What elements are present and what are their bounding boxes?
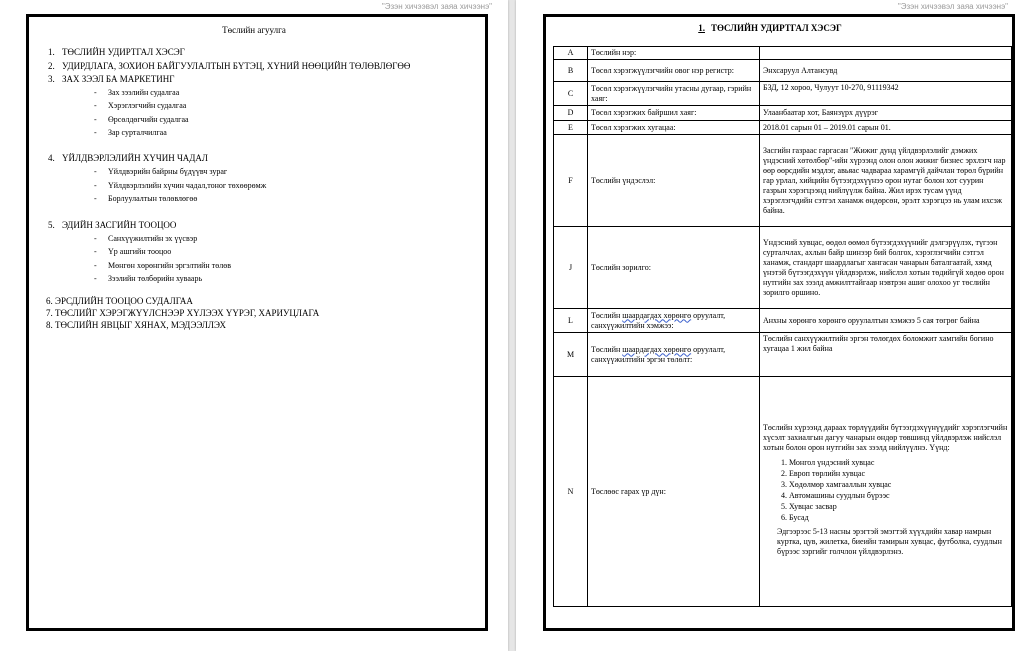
list-item: 1. Монгол үндэсний хувцас — [789, 457, 1008, 468]
table-row: L Төслийн шаардагдах хөрөнгө оруулалт, санхүүжилтийн хэмжээ: Анхны хөрөнгө хөрөнгө оруулалтын хэмжээ 5 сая төгрөг байна — [554, 309, 1012, 333]
toc-item-7: 7. ТӨСЛИЙГ ХЭРЭГЖҮҮЛСНЭЭР ХҮЛЭЭХ ҮҮРЭГ, ХАРИУЦЛАГА — [46, 308, 320, 318]
section-title: 1. ТӨСЛИЙН УДИРТГАЛ ХЭСЭГ — [698, 23, 842, 33]
toc-subitem: - Үйлдвэрийн байрны бүдүүвч зураг — [94, 167, 228, 176]
results-outro: Эдгээрээс 5-13 насны эрэгтэй эмэгтэй хүүхдийн хавар намрын куртка, цув, жилетка, биеийн тамирын хувцас, футболка, суудлын бүрээс зэргийг голчлон үйлдвэрлэнэ. — [777, 526, 1002, 556]
table-row: F Төслийн үндэслэл: Засгийн газраас гаргасан "Жижиг дунд үйлдвэрлэлийг дэмжих үндэсний хөтөлбөр"-ийн хүрээнд олон олон жижиг бизнес эрхлэгч нар өөр өөрсдийн мэдлэг, авьяас чадвараа харамгүй дайчлан төрөл бүрийн гар урлал, хийцийн бүтээгдэхүүнээ орон нутаг болон хот суурин газрын хэрэгцээнд нийлүүлж байна. Жил ирэх тусам үүнд хэрэглэгчдийн сэтгэл ханамж өндөрсөн, эрэлт хэрэгцээ нь улам ихсэж байна. — [554, 135, 1012, 227]
list-item: 3. Хөдөлмөр хамгааллын хувцас — [789, 479, 1008, 490]
toc-subitem: - Өрсөлдөгчийн судалгаа — [94, 115, 189, 124]
results-intro: Төслийн хүрээнд дараах төрлүүдийн бүтээгдэхүүнүүдийг хэрэглэгчийн хүсэлт захиалгын дагуу чанарын өндөр төвшинд үйлдвэрлэж нийслэл хотын болон орон нутгийн зах зээлд нийлүүлнэ. Үүнд: — [763, 422, 1008, 452]
toc-subitem: - Мөнгөн хөрөнгийн эргэлтийн төлөв — [94, 261, 231, 270]
header-note: "Эзэн хичээвэл заяа хичээнэ" — [897, 2, 1008, 11]
toc-subitem: - Хэрэглэгчийн судалгаа — [94, 101, 187, 110]
table-row: M Төслийн шаардагдах хөрөнгө оруулалт, санхүүжилтийн эргэн төлөлт: Төслийн санхүүжилтийн эргэн төлөгдөх боломжит хамгийн богино хугацаа 1 жил байна — [554, 333, 1012, 377]
toc-item-2: 2. УДИРДЛАГА, ЗОХИОН БАЙГУУЛАЛТЫН БҮТЭЦ, ХҮНИЙ НӨӨЦИЙН ТӨЛӨВЛӨГӨӨ — [48, 61, 411, 71]
table-row: B Төсөл хэрэгжүүлэгчийн овог нэр регистр: Энхсаруул Алтансувд — [554, 60, 1012, 82]
toc-subitem: - Санхүүжилтийн эх үүсвэр — [94, 234, 198, 243]
project-info-table — [553, 46, 1012, 607]
toc-subitem: - Зах зээлийн судалгаа — [94, 88, 180, 97]
toc-item-6: 6. ЭРСДЛИЙН ТООЦОО СУДАЛГАА — [46, 296, 193, 306]
results-list — [777, 457, 1008, 523]
page-1 — [0, 0, 508, 651]
page-2 — [516, 0, 1024, 651]
list-item: 2. Европ төрлийн хувцас — [789, 468, 1008, 479]
list-item: 6. Бусад — [789, 512, 1008, 523]
toc-item-5: 5. ЭДИЙН ЗАСГИЙН ТООЦОО — [48, 220, 177, 230]
table-row: N Төслөөс гарах үр дүн: Төслийн хүрээнд дараах төрлүүдийн бүтээгдэхүүнүүдийг хэрэглэгчийн хүсэлт захиалгын дагуу чанарын өндөр төвшинд үйлдвэрлэж нийслэл хотын болон орон нутгийн зах зээлд нийлүүлнэ. Үүнд: 1. Монгол үндэсний хувцас 2. Европ төрлийн хувцас 3. Хөдөлмөр хамгааллын хувцас 4. Автомашины суудлын бүрээс 5. Хувцас засвар 6. Бусад Эдгээрээс 5-13 насны эрэгтэй эмэгтэй хүүхдийн хавар намрын куртка, цув, жилетка, биеийн тамирын хувцас, футболка, суудлын бүрээс зэргийг голчлон үйлдвэрлэнэ. — [554, 377, 1012, 607]
toc-subitem: - Борлуулалтын төлөвлөгөө — [94, 194, 198, 203]
list-item: 5. Хувцас засвар — [789, 501, 1008, 512]
toc-subitem: - Үйлдвэрлэлийн хүчин чадал,тоног төхөөрөмж — [94, 181, 267, 190]
list-item: 4. Автомашины суудлын бүрээс — [789, 490, 1008, 501]
toc-subitem: - Зар сурталчилгаа — [94, 128, 167, 137]
header-note: "Эзэн хичээвэл заяа хичээнэ" — [381, 2, 492, 11]
table-row: E Төсөл хэрэгжих хугацаа: 2018.01 сарын 01 – 2019.01 сарын 01. — [554, 121, 1012, 135]
toc-item-8: 8. ТӨСЛИЙН ЯВЦЫГ ХЯНАХ, МЭДЭЭЛЛЭХ — [46, 320, 226, 330]
toc-item-4: 4. ҮЙЛДВЭРЛЭЛИЙН ХҮЧИН ЧАДАЛ — [48, 153, 209, 163]
table-row: J Төслийн зорилго: Үндэсний хувцас, өөдөл өөмөл бүтээгдэхүүнийг дэлгэрүүлэх, түгээн сурталчлах, ахлын байр шинээр бий болгох, хэрэглэгчийн сэтгэл ханамж, стандарт шаардлагыг хангасан чанарын баталгаатай, хямд үнэтэй бүтээгдэхүүн үйлдвэрлэж, нийслэл хотын төдийгүй хөдөө орон нутгийн зах зээлд амжилттайгаар нэвтрэн ашиг олохоо уг төслийн зорилго оршино. — [554, 227, 1012, 309]
table-row: C Төсөл хэрэгжүүлэгчийн утасны дугаар, гэрийн хаяг: БЗД, 12 хороо, Чулуут 10-270, 91119342 — [554, 82, 1012, 106]
toc-subitem: - Үр ашгийн тооцоо — [94, 247, 172, 256]
toc-subitem: - Зээлийн төлбөрийн хуваарь — [94, 274, 203, 283]
toc-item-3: 3. ЗАХ ЗЭЭЛ БА МАРКЕТИНГ — [48, 74, 175, 84]
table-row: A Төслийн нэр: — [554, 47, 1012, 60]
toc-item-1: 1. ТӨСЛИЙН УДИРТГАЛ ХЭСЭГ — [48, 47, 185, 57]
toc-title: Төслийн агуулга — [222, 25, 286, 35]
table-row: D Төсөл хэрэгжих байршил хаяг: Улаанбаатар хот, Баянзүрх дүүрэг — [554, 106, 1012, 121]
